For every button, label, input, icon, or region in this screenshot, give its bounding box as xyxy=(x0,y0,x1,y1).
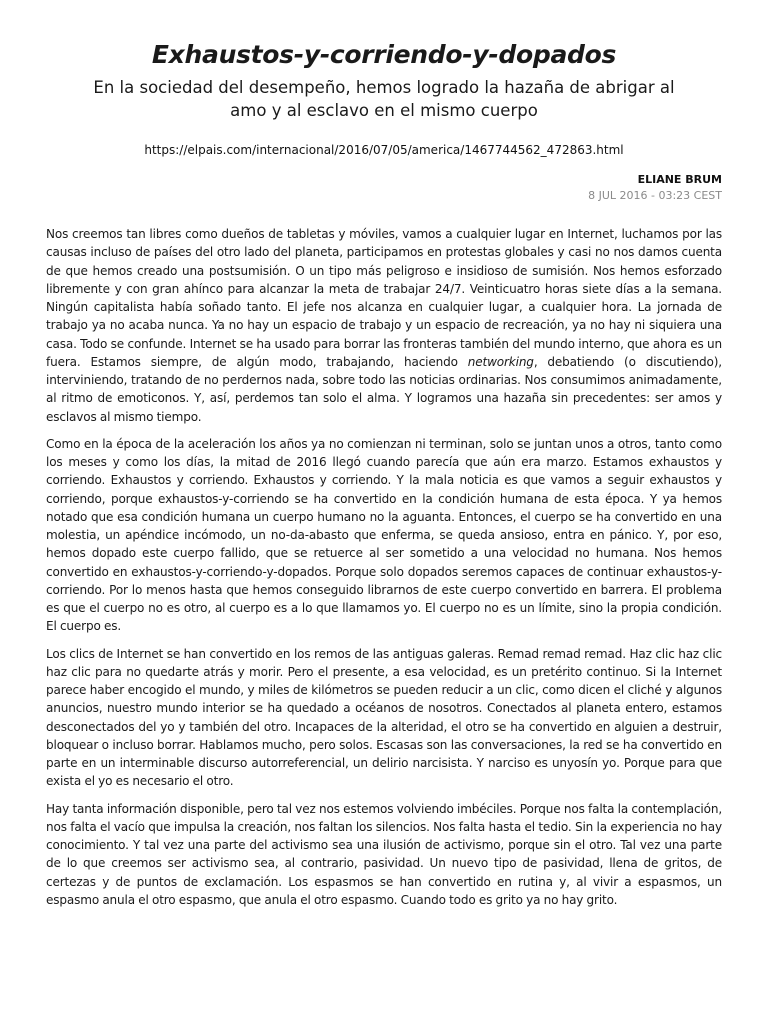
source-url[interactable]: https://elpais.com/internacional/2016/07/05/america/1467744562_472863.html xyxy=(144,143,624,157)
article-title: Exhaustos-y-corriendo-y-dopados xyxy=(151,40,617,69)
paragraph-text: Hay tanta información disponible, pero tal vez nos estemos volviendo imbéciles. Porque nos falta la contemplación, nos falta el vacío que impulsa la creación, nos faltan los silencios. Nos falta hasta el tedio. Sin la experiencia no hay conocimiento. Y tal vez una parte del activismo sea una ilusión de activismo, porque sin el otro. Tal vez una parte de lo que creemos ser activismo sea, al contrario, pasividad. Un nuevo tipo de pasividad, llena de gritos, de certezas y de puntos de exclamación. Los espasmos se han convertido en rutina y, al vivir a espasmos, un espasmo anula el otro espasmo, que anula el otro espasmo. Cuando todo es grito ya no hay grito. xyxy=(46,801,722,907)
byline xyxy=(46,172,722,204)
paragraph xyxy=(46,800,722,910)
paragraph xyxy=(46,435,722,636)
paragraph-text: , debatiendo (o discutiendo), interviniendo, tratando de no perdernos nada, sobre todo las noticias ordinarias. Nos consumimos animadamente, al ritmo de emoticonos. Y, así, perdemos tan solo el alma. Y logramos una hazaña sin precedentes: ser amos y esclavos al mismo tiempo. xyxy=(46,354,722,424)
paragraph-text: Nos creemos tan libres como dueños de tabletas y móviles, vamos a cualquier lugar en Internet, luchamos por las causas incluso de países del otro lado del planeta, participamos en protestas globales y casi no nos damos cuenta de que hemos creado una postsumisión. O un tipo más peligroso e insidioso de sumisión. Nos hemos esforzado libremente y con gran ahínco para alcanzar la meta de trabajar 24/7. Veinticuatro horas siete días a la semana. Ningún capitalista había soñado tanto. El jefe nos alcanza en cualquier lugar, a cualquier hora. La jornada de trabajo ya no acaba nunca. Ya no hay un espacio de trabajo y un espacio de recreación, ya no hay ni siquiera una casa. Todo se confunde. Internet se ha usado para borrar las fronteras también del mundo interno, que ahora es un fuera. Estamos siempre, de algún modo, trabajando, haciendo xyxy=(46,227,722,369)
paragraph-emphasis: networking xyxy=(467,354,534,369)
paragraph-text: Los clics de Internet se han convertido en los remos de las antiguas galeras. Remad remad remad. Haz clic haz clic haz clic para no quedarte atrás y morir. Pero el presente, a esa velocidad, es un pretérito continuo. Si la Internet parece haber encogido el mundo, y miles de kilómetros se pueden reducir a un clic, como dicen el cliché y algunos anuncios, nuestro mundo interior se ha quedado a océanos de nosotros. Conectados al planeta entero, estamos desconectados del yo y también del otro. Incapaces de la alteridad, el otro se ha convertido en alguien a destruir, bloquear o incluso borrar. Hablamos mucho, pero solos. Escasas son las conversaciones, la red se ha convertido en parte en un interminable discurso autorreferencial, un delirio narcisista. Y narciso es unyosín yo. Porque para que exista el yo es necesario el otro. xyxy=(46,646,722,789)
paragraph xyxy=(46,225,722,426)
article-body xyxy=(46,225,722,909)
publish-date: 8 JUL 2016 - 03:23 CEST xyxy=(588,189,722,202)
author-name: ELIANE BRUM xyxy=(637,173,722,186)
article-subtitle: En la sociedad del desempeño, hemos logrado la hazaña de abrigar al amo y al esclavo en el mismo cuerpo xyxy=(93,78,675,120)
article xyxy=(46,40,722,918)
paragraph xyxy=(46,645,722,791)
paragraph-text: Como en la época de la aceleración los años ya no comienzan ni terminan, solo se juntan unos a otros, tanto como los meses y como los días, la mitad de 2016 llegó cuando parecía que aún era marzo. Estamos exhaustos y corriendo. Exhaustos y corriendo. Exhaustos y corriendo. Y la mala noticia es que vamos a seguir exhaustos y corriendo, porque exhaustos-y-corriendo se ha convertido en la condición humana de esta época. Y ya hemos notado que esa condición humana un cuerpo humano no la aguanta. Entonces, el cuerpo se ha convertido en una molestia, un apéndice incómodo, un no-da-abasto que enferma, se queda ansioso, entra en pánico. Y, por eso, hemos dopado este cuerpo fallido, que se retuerce al ser sometido a una velocidad no humana. Nos hemos convertido en exhaustos-y-corriendo-y-dopados. Porque solo dopados seremos capaces de continuar exhaustos-y-corriendo. Por lo menos hasta que hemos conseguido librarnos de este cuerpo convertido en barrera. El problema es que el cuerpo no es otro, al cuerpo es a lo que llamamos yo. El cuerpo no es un límite, sino la propia condición. El cuerpo es. xyxy=(46,436,722,634)
